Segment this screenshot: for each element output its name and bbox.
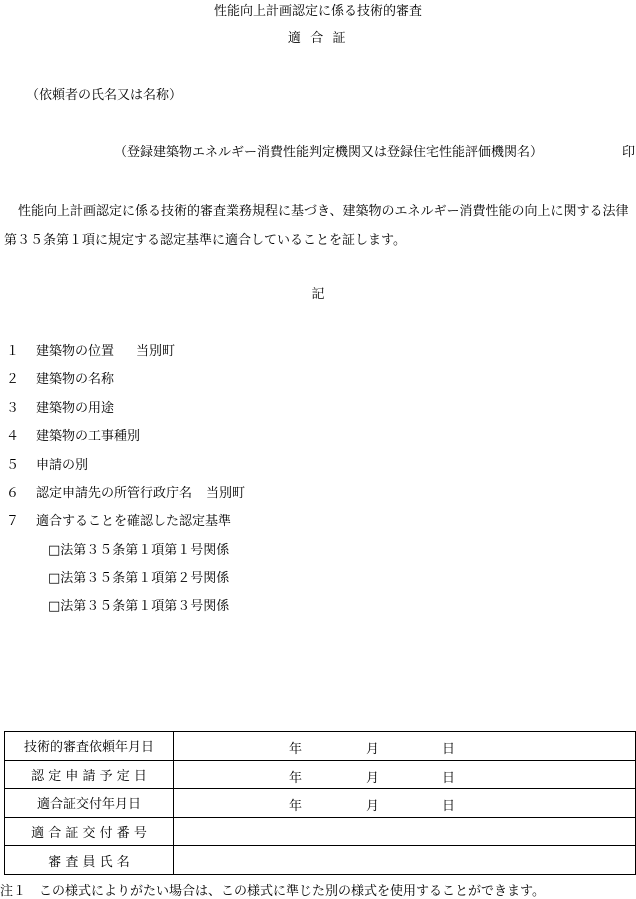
item-building-use	[6, 397, 114, 416]
table-row	[5, 846, 636, 875]
table-row	[5, 760, 636, 789]
item-number: ４	[6, 429, 20, 444]
examiner-name-field[interactable]	[174, 846, 636, 875]
document-title: 性能向上計画認定に係る技術的審査	[213, 4, 422, 19]
checkbox-criteria-2[interactable]: □法第３５条第１項第２号関係	[48, 571, 230, 586]
month-unit: 月	[366, 742, 380, 757]
day-unit: 日	[442, 799, 456, 815]
item-value: 当別町	[206, 486, 246, 501]
item-number: １	[6, 344, 20, 359]
month-unit: 月	[366, 770, 380, 786]
item-number: ２	[6, 372, 20, 387]
item-certification-criteria	[6, 510, 231, 529]
item-number: ５	[6, 458, 20, 473]
document-subtitle: 適 合 証	[287, 31, 349, 46]
item-number: ６	[6, 486, 20, 501]
checkbox-criteria-3[interactable]: □法第３５条第１項第３号関係	[48, 599, 230, 614]
year-unit: 年	[289, 799, 303, 815]
table-row	[5, 817, 636, 846]
item-construction-type	[6, 425, 140, 444]
date-field[interactable]	[174, 732, 636, 761]
seal-mark: 印	[622, 145, 636, 160]
item-building-location	[6, 340, 175, 359]
certification-statement: 性能向上計画認定に係る技術的審査業務規程に基づき、建築物のエネルギー消費性能の向上に関する法律第３５条第１項に規定する認定基準に適合していることを証します。	[4, 204, 629, 248]
item-label: 建築物の位置	[36, 344, 115, 359]
row-label: 適 合 証 交 付 番 号	[5, 817, 174, 846]
date-field[interactable]	[174, 789, 636, 818]
day-unit: 日	[442, 742, 456, 757]
item-label: 認定申請先の所管行政庁名	[36, 486, 193, 501]
item-administrative-agency	[6, 482, 245, 501]
item-number: ７	[6, 514, 20, 529]
info-table	[4, 731, 636, 875]
item-label: 建築物の用途	[36, 401, 115, 416]
item-label: 建築物の工事種別	[36, 429, 141, 444]
requester-label: （依頼者の氏名又は名称）	[26, 88, 183, 103]
agency-label: （登録建築物エネルギー消費性能判定機関又は登録住宅性能評価機関名）	[114, 145, 544, 160]
item-value: 当別町	[136, 344, 176, 359]
table-row	[5, 789, 636, 818]
row-label: 審 査 員 氏 名	[5, 846, 174, 875]
checkbox-criteria-1[interactable]: □法第３５条第１項第１号関係	[48, 543, 230, 558]
certificate-number-field[interactable]	[174, 817, 636, 846]
ki-heading: 記	[311, 287, 325, 302]
row-label: 適合証交付年月日	[5, 789, 174, 818]
item-label: 適合することを確認した認定基準	[36, 514, 232, 529]
item-label: 申請の別	[36, 458, 89, 473]
day-unit: 日	[442, 770, 456, 786]
year-unit: 年	[289, 770, 303, 786]
month-unit: 月	[366, 799, 380, 815]
row-label: 認 定 申 請 予 定 日	[5, 760, 174, 789]
row-label: 技術的審査依頼年月日	[5, 732, 174, 761]
item-number: ３	[6, 401, 20, 416]
item-building-name	[6, 368, 114, 387]
table-row	[5, 732, 636, 761]
year-unit: 年	[289, 742, 303, 757]
footnote: 注１ この様式によりがたい場合は、この様式に準じた別の様式を使用することができます。	[0, 884, 545, 899]
item-label: 建築物の名称	[36, 372, 115, 387]
item-application-type	[6, 454, 88, 473]
date-field[interactable]	[174, 760, 636, 789]
